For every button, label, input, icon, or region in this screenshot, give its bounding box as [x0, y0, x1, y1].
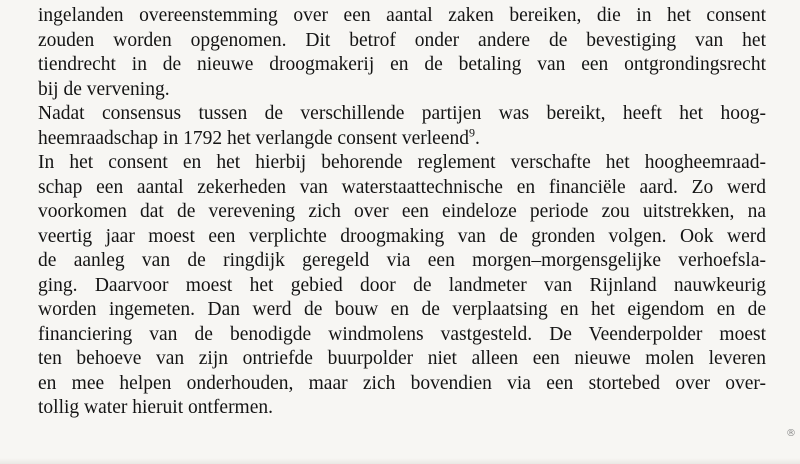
text-line: schap een aantal zekerheden van waterstaattechnische en financiële aard. Zo werd: [38, 176, 766, 198]
text-line: veertig jaar moest een verplichte droogmaking van de gronden volgen. Ook werd: [38, 225, 766, 247]
footnote-reference: 9: [469, 125, 475, 139]
text-line: de aanleg van de ringdijk geregeld via een morgen–morgensgelijke verhoefsla-: [38, 250, 766, 271]
scan-edge-shadow: [0, 458, 800, 464]
text-line: ging. Daarvoor moest het gebied door de landmeter van Rijnland nauwkeurig: [38, 274, 766, 296]
text-line: bij de vervening.: [38, 78, 170, 100]
text-line: In het consent en het hierbij behorende reglement verschafte het hoogheemraad-: [38, 152, 766, 173]
text-line: worden ingemeten. Dan werd de bouw en de verplaatsing en het eigendom en de: [38, 299, 766, 320]
margin-mark: ®: [786, 428, 796, 439]
body-text: [38, 4, 766, 421]
text-line: Nadat consensus tussen de verschillende partijen was bereikt, heeft het hoog-: [38, 103, 766, 124]
text-line-with-footnote: [38, 127, 766, 152]
text-line: heemraadschap in 1792 het verlangde consent verleend: [38, 127, 469, 149]
text-line: zouden worden opgenomen. Dit betrof onder andere de bevestiging van het: [38, 29, 766, 51]
text-line: ten behoeve van zijn ontriefde buurpolder niet alleen een nieuwe molen leveren: [38, 348, 766, 369]
sentence-end: .: [475, 127, 480, 149]
text-line: voorkomen dat de verevening zich over een eindeloze periode zou uitstrekken, na: [38, 201, 766, 222]
text-line: en mee helpen onderhouden, maar zich bovendien via een stortebed over over-: [38, 372, 766, 394]
text-line: tiendrecht in de nieuwe droogmakerij en de betaling van een ontgrondingsrecht: [38, 54, 766, 75]
text-line: ingelanden overeenstemming over een aantal zaken bereiken, die in het consent: [38, 5, 766, 26]
text-line: financiering van de benodigde windmolens vastgesteld. De Veenderpolder moest: [38, 323, 766, 345]
text-line: tollig water hieruit ontfermen.: [38, 397, 274, 418]
